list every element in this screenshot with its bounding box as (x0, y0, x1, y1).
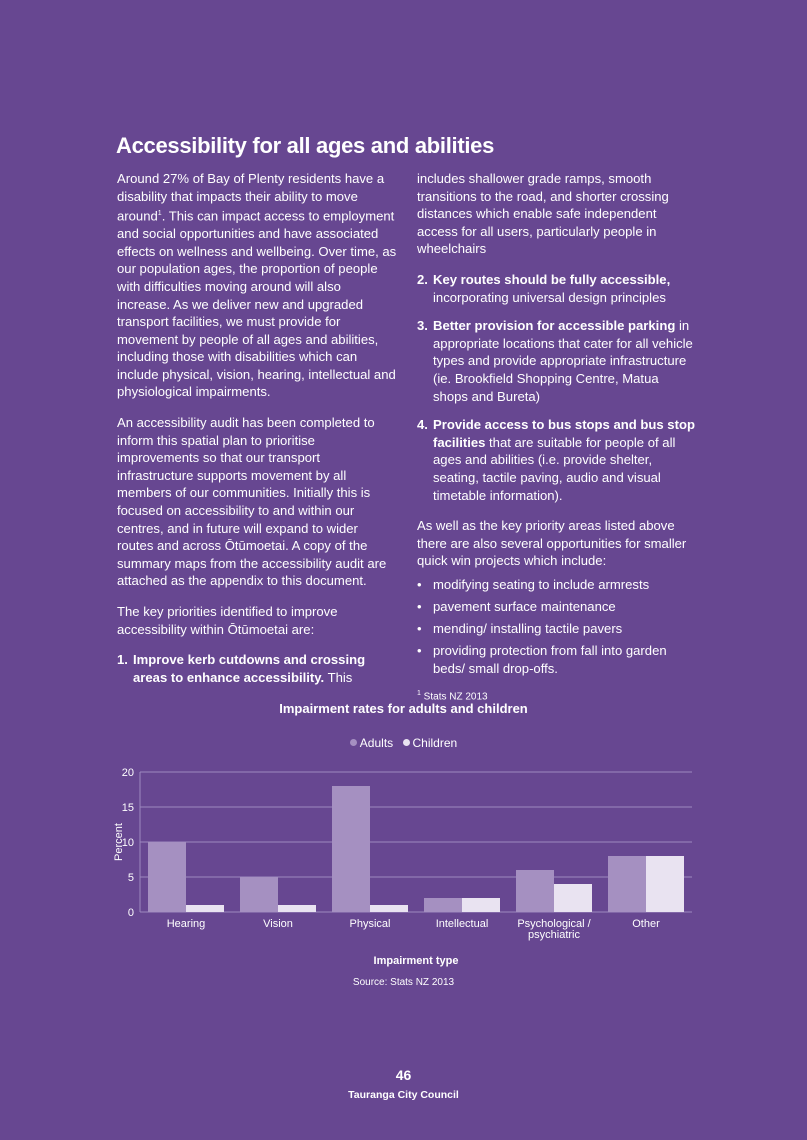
bar-children-2 (370, 905, 408, 912)
list-item (417, 576, 697, 594)
legend-item-adults (350, 736, 393, 750)
y-tick-label: 20 (121, 767, 134, 779)
x-tick-label: Vision (263, 918, 293, 930)
chart-legend (0, 736, 807, 750)
x-tick-label: Intellectual (435, 918, 489, 930)
bar-adults-0 (148, 842, 186, 912)
bar-children-5 (646, 856, 684, 912)
audit-paragraph: An accessibility audit has been completed to inform this spatial plan to prioritise improvements so that our transport infrastructure supports movement by all members of our communities. Initially this is focused on accessibility to and within our centres, and in future will expand to wider routes and across Ōtūmoetai. A copy of the summary maps from the accessibility audit are attached as the appendix to this document. (117, 415, 387, 589)
bar-children-0 (186, 905, 224, 912)
priority-heading: Provide access to bus stops and bus stop facilities (433, 417, 695, 450)
y-axis-label: Percent (113, 823, 125, 861)
page-number: 46 (395, 1067, 412, 1083)
list-item (417, 620, 697, 638)
quick-wins-intro: As well as the key priority areas listed above there are also several opportunities for smaller quick win projects which include: (417, 518, 687, 569)
bullet-icon: • (417, 576, 422, 592)
bar-adults-2 (332, 786, 370, 912)
priority-item-3 (417, 317, 697, 405)
priority-heading: Improve kerb cutdowns and crossing areas to enhance accessibility. (133, 652, 366, 685)
list-item-text: modifying seating to include armrests (433, 576, 650, 592)
priority-1-continued: includes shallower grade ramps, smooth transitions to the road, and shorter crossing distances which enable safe independent access for all users, particularly people in wheelchairs (417, 171, 669, 257)
bullet-icon: • (417, 621, 422, 637)
legend-label-children: Children (412, 736, 458, 750)
priority-heading: Key routes should be fully accessible, (433, 271, 671, 287)
footnote-text: Stats NZ 2013 (420, 691, 488, 703)
priority-text: that are suitable for people of all ages and abilities (i.e. provide shelter, seating, tactile paving, audio and visual timetable information). (433, 434, 676, 503)
priorities-intro: The key priorities identified to improve accessibility within Ōtūmoetai are: (117, 604, 338, 637)
bar-children-4 (554, 884, 592, 912)
list-item-text: providing protection from fall into garden beds/ small drop-offs. (433, 643, 667, 676)
y-tick-label: 10 (121, 837, 134, 849)
list-item (417, 642, 697, 677)
legend-label-adults: Adults (359, 736, 394, 750)
priority-item-2 (417, 271, 697, 306)
impairment-bar-chart (100, 760, 700, 972)
x-tick-label: Other (632, 918, 660, 930)
intro-text-part-1: Around 27% of Bay of Plenty residents have a disability that impacts their ability to move around (117, 171, 385, 224)
x-tick-label: Psychological / (517, 918, 591, 930)
y-tick-label: 15 (121, 802, 134, 814)
priority-number: 3. (417, 318, 428, 334)
priority-text: incorporating universal design principles (433, 289, 666, 305)
legend-swatch-adults (350, 739, 357, 746)
bar-adults-5 (608, 856, 646, 912)
priority-number: 1. (117, 652, 128, 668)
quick-wins-list (417, 576, 697, 677)
priority-item-1 (117, 651, 397, 686)
y-tick-label: 0 (127, 907, 134, 919)
intro-paragraph (117, 170, 397, 401)
priority-text: in appropriate locations that cater for all vehicle types and provide appropriate infrastructure (ie. Brookfield Shopping Centre, Matua shops and Bureta) (433, 318, 693, 404)
right-column (417, 170, 697, 704)
x-tick-label: Physical (349, 918, 391, 930)
priority-text: This (324, 669, 353, 685)
list-item-text: mending/ installing tactile pavers (433, 621, 623, 637)
chart-title: Impairment rates for adults and children (279, 701, 528, 716)
priority-number: 2. (417, 271, 428, 287)
legend-item-children (403, 736, 458, 750)
priority-heading: Better provision for accessible parking (433, 318, 676, 334)
x-tick-label: psychiatric (528, 929, 580, 941)
bar-adults-4 (516, 870, 554, 912)
footnote-reference: 1 (157, 210, 162, 218)
bullet-icon: • (417, 643, 422, 659)
list-item (417, 598, 697, 616)
x-axis-label: Impairment type (373, 955, 459, 967)
bar-adults-1 (240, 877, 278, 912)
bar-adults-3 (424, 898, 462, 912)
list-item-text: pavement surface maintenance (433, 598, 616, 614)
bullet-icon: • (417, 598, 422, 614)
x-tick-label: Hearing (166, 918, 206, 930)
priority-number: 4. (417, 417, 428, 433)
bar-children-1 (278, 905, 316, 912)
chart-source: Source: Stats NZ 2013 (352, 977, 455, 988)
bar-children-3 (462, 898, 500, 912)
intro-text-part-2: . This can impact access to employment and social opportunities and have associated effects on wellness and wellbeing. Over time, as our population ages, the proportion of people with difficulties moving around will also increase. As we deliver new and upgraded transport facilities, we must provide for movement by people of all ages and abilities, including those with disabilities which can include physical, vision, hearing, intellectual and physiological impairments. (117, 208, 397, 400)
y-tick-label: 5 (127, 872, 134, 884)
organisation-name: Tauranga City Council (348, 1089, 459, 1101)
legend-swatch-children (403, 739, 410, 746)
page-title: Accessibility for all ages and abilities (116, 133, 495, 158)
priority-item-4 (417, 416, 697, 504)
left-column (117, 170, 397, 697)
footnote-marker: 1 (417, 690, 421, 698)
